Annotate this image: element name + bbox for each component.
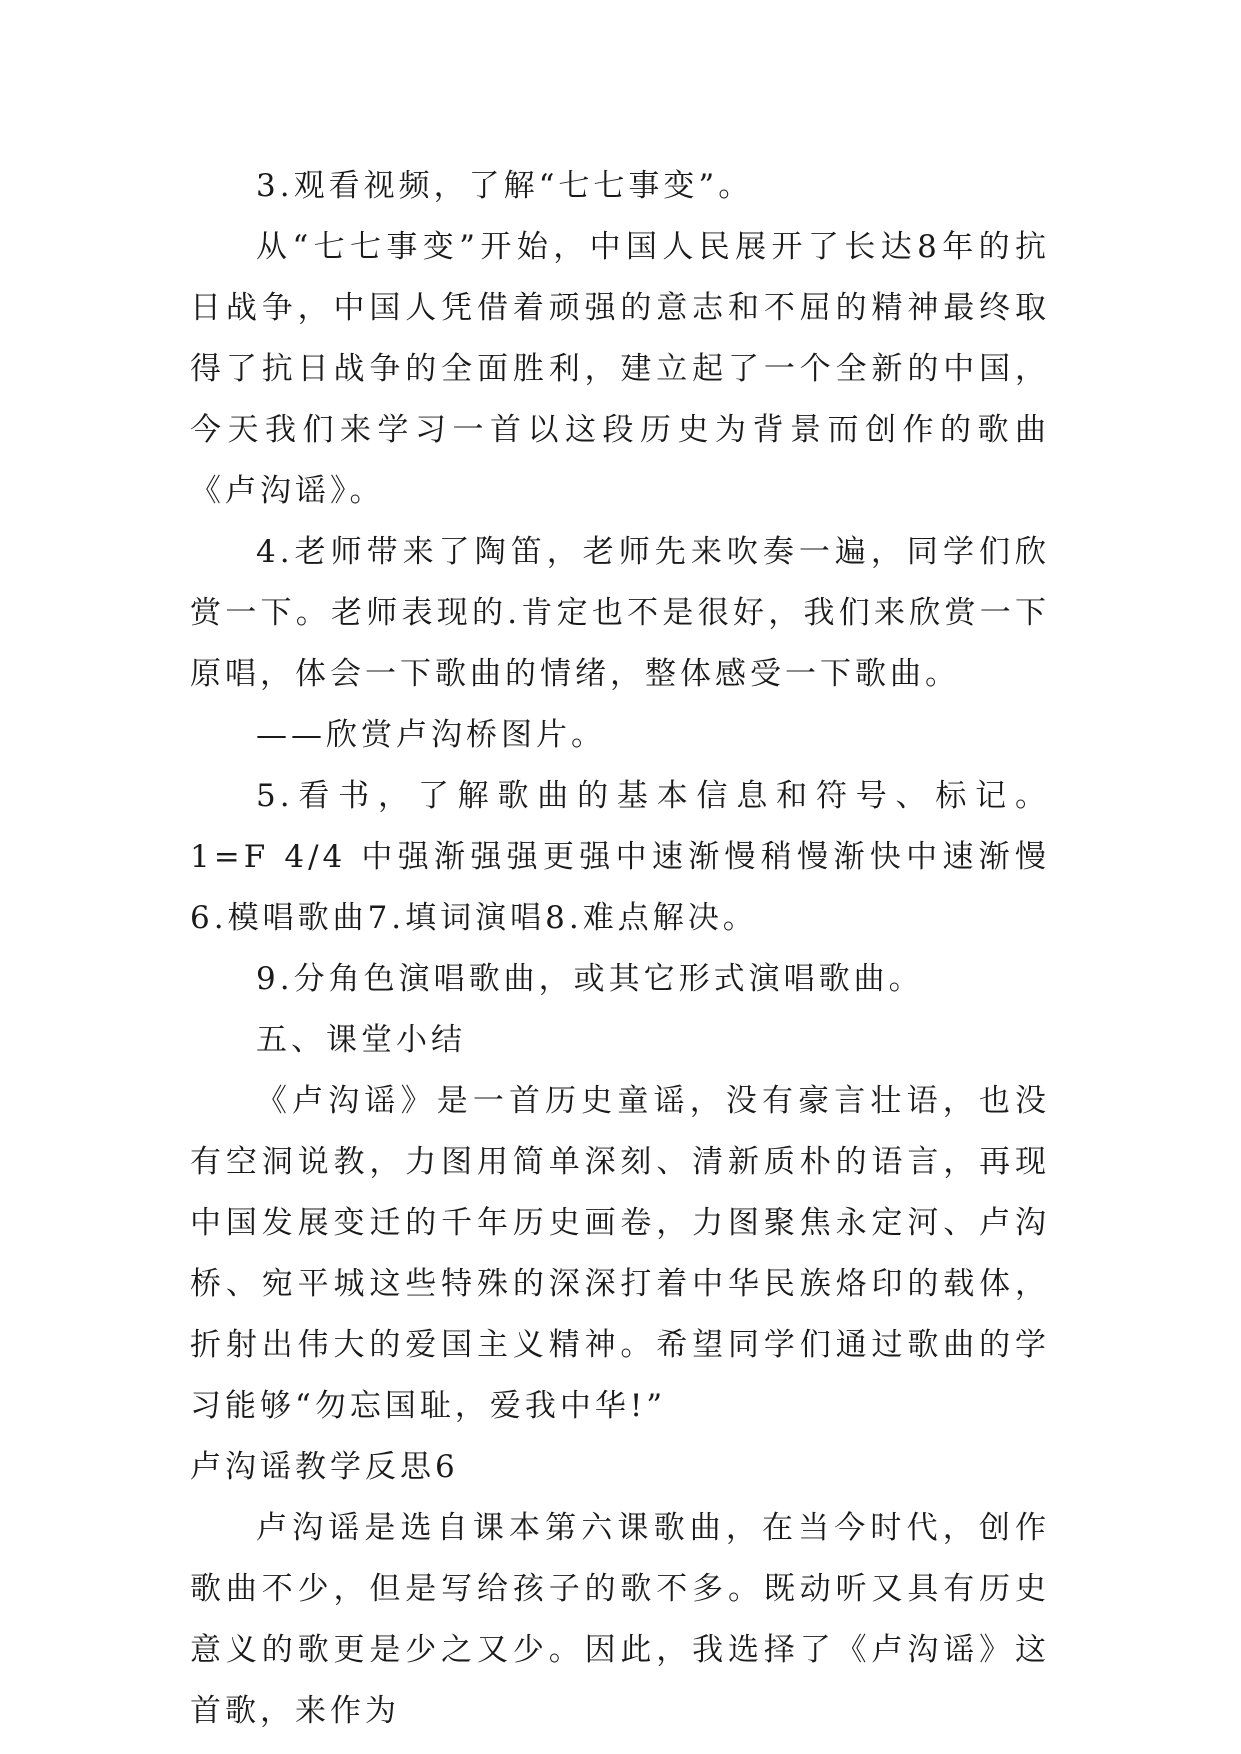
paragraph-step-9: 9.分角色演唱歌曲，或其它形式演唱歌曲。 xyxy=(256,961,924,997)
document-body xyxy=(190,156,1050,1742)
section-title-reflection-6: 卢沟谣教学反思6 xyxy=(190,1449,459,1485)
paragraph-bridge-pictures: ——欣赏卢沟桥图片。 xyxy=(256,717,606,753)
paragraph-summary: 《卢沟谣》是一首历史童谣，没有豪言壮语，也没有空洞说教，力图用简单深刻、清新质朴的语言，再现中国发展变迁的千年历史画卷，力图聚焦永定河、卢沟桥、宛平城这些特殊的深深打着中华民族烙印的载体，折射出伟大的爱国主义精神。希望同学们通过歌曲的学习能够“勿忘国耻，爱我中华!” xyxy=(190,1083,1050,1424)
section-heading-summary: 五、课堂小结 xyxy=(256,1022,466,1058)
paragraph-history-intro: 从“七七事变”开始，中国人民展开了长达8年的抗日战争，中国人凭借着顽强的意志和不屈的精神最终取得了抗日战争的全面胜利，建立起了一个全新的中国，今天我们来学习一首以这段历史为背景而创作的歌曲《卢沟谣》。 xyxy=(190,229,1050,509)
paragraph-step-4: 4.老师带来了陶笛，老师先来吹奏一遍，同学们欣赏一下。老师表现的.肯定也不是很好，我们来欣赏一下原唱，体会一下歌曲的情绪，整体感受一下歌曲。 xyxy=(190,534,1050,692)
paragraph-step-5: 5.看书，了解歌曲的基本信息和符号、标记。 1=F 4/4 中强渐强强更强中速渐慢稍慢渐快中速渐慢6.模唱歌曲7.填词演唱8.难点解决。 xyxy=(190,778,1050,936)
paragraph-step-3: 3.观看视频，了解“七七事变”。 xyxy=(256,168,754,204)
paragraph-reflection: 卢沟谣是选自课本第六课歌曲，在当今时代，创作歌曲不少，但是写给孩子的歌不多。既动听又具有历史意义的歌更是少之又少。因此，我选择了《卢沟谣》这首歌，来作为 xyxy=(190,1510,1050,1729)
